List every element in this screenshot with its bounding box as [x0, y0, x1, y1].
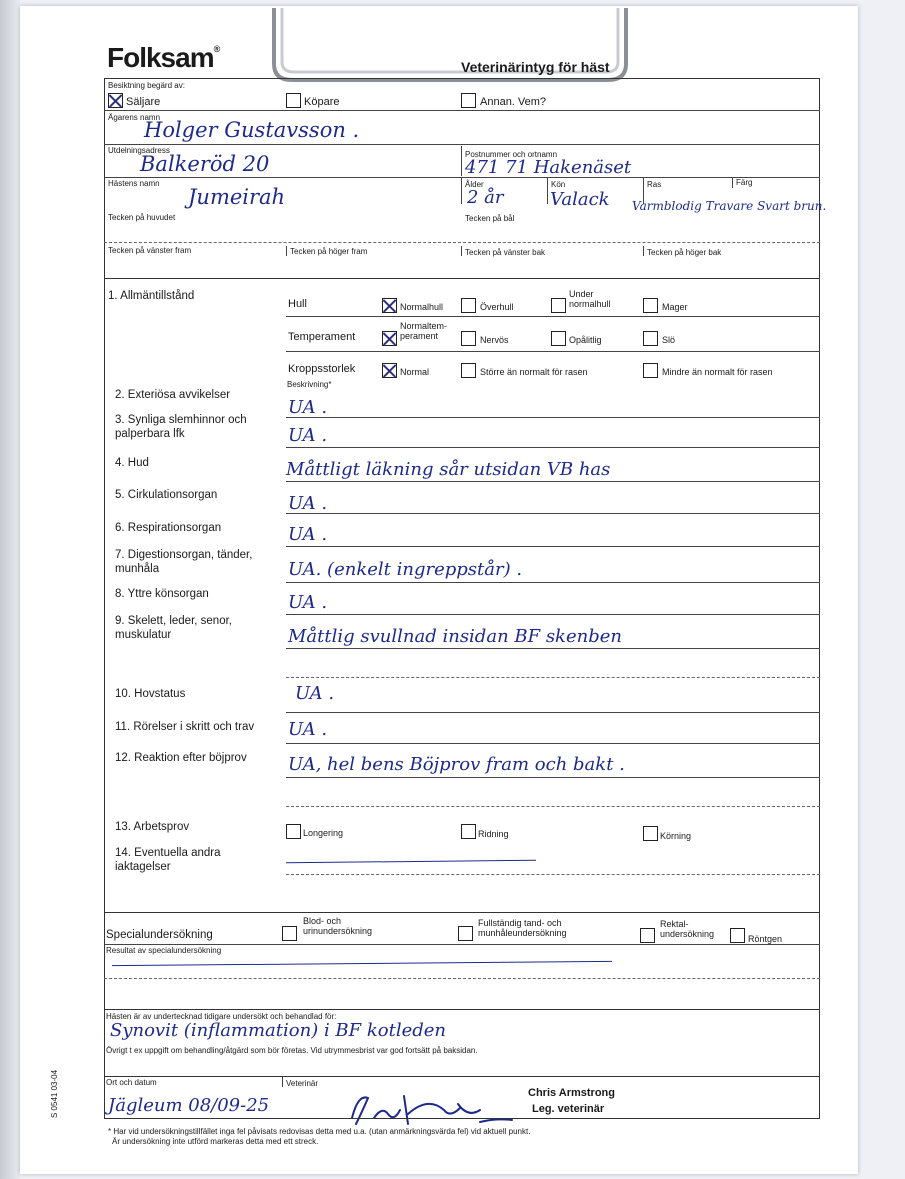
- section-skin-value: Måttligt läkning sår utsidan VB has: [286, 459, 611, 480]
- option-lunging: Longering: [303, 828, 344, 838]
- section-digestion-label: 7. Digestionsorgan, tänder, munhåla: [115, 549, 253, 575]
- option-xray: Röntgen: [748, 934, 783, 944]
- section-flexion-label: 12. Reaktion efter böjprov: [115, 752, 247, 764]
- left-front-marks-label: Tecken på vänster fram: [108, 246, 192, 255]
- option-unreliable: Opålitlig: [569, 335, 602, 345]
- checkbox-sluggish[interactable]: [643, 331, 658, 346]
- checkbox-unreliable[interactable]: [551, 331, 566, 346]
- option-riding: Ridning: [478, 829, 509, 839]
- section-respiration-value: UA .: [288, 524, 328, 545]
- followup-label: Övrigt t ex uppgift om behandling/åtgärd som bör företas. Vid utrymmesbrist var god fortsätt på baksidan.: [106, 1046, 478, 1055]
- checkbox-riding[interactable]: [461, 824, 476, 839]
- section-circulation-value: UA .: [288, 493, 328, 514]
- general-condition-label: 1. Allmäntillstånd: [108, 290, 195, 302]
- checkbox-seller[interactable]: [108, 93, 123, 108]
- breed-label: Ras: [647, 180, 662, 189]
- section-genitals-label: 8. Yttre könsorgan: [115, 588, 209, 600]
- body-size-label: Kroppsstorlek: [288, 363, 356, 375]
- section-circulation-label: 5. Cirkulationsorgan: [115, 489, 218, 501]
- option-mager: Mager: [662, 302, 688, 312]
- checkbox-xray[interactable]: [730, 928, 745, 943]
- checkbox-smaller-size[interactable]: [643, 363, 658, 378]
- section-skeleton-value: Måttlig svullnad insidan BF skenben: [288, 626, 622, 647]
- option-buyer: Köpare: [304, 96, 340, 108]
- owner-value: Holger Gustavsson .: [144, 118, 360, 142]
- horse-name-label: Hästens namn: [108, 179, 160, 188]
- age-label: Ålder: [465, 180, 484, 189]
- vet-name: Chris Armstrong: [528, 1087, 615, 1099]
- address-value: Balkeröd 20: [140, 152, 270, 176]
- postal-value: 471 71 Hakenäset: [465, 157, 632, 178]
- footnote-line-2: Är undersökning inte utförd markeras detta med ett streck.: [112, 1137, 319, 1146]
- color-label: Färg: [736, 178, 753, 187]
- option-larger-size: Större än normalt för rasen: [480, 367, 588, 377]
- checkbox-buyer[interactable]: [286, 93, 301, 108]
- place-date-value: Jägleum 08/09-25: [108, 1095, 270, 1116]
- owner-label: Ägarens namn: [108, 113, 161, 122]
- checkbox-undernormal[interactable]: [551, 298, 566, 313]
- section-movement-label: 11. Rörelser i skritt och trav: [115, 721, 255, 733]
- checkbox-normalhull[interactable]: [382, 298, 397, 313]
- place-date-label: Ort och datum: [106, 1078, 157, 1087]
- option-normaltemperament: Normaltem- perament: [400, 321, 448, 341]
- temperament-label: Temperament: [288, 331, 356, 343]
- address-label: Utdelningsadress: [108, 146, 170, 155]
- checkbox-other[interactable]: [461, 93, 476, 108]
- section-exterior-value: UA .: [288, 397, 328, 418]
- vet-title: Leg. veterinär: [532, 1103, 605, 1115]
- checkbox-rectal[interactable]: [640, 928, 655, 943]
- footnote-line-1: * Har vid undersökningstillfället inga fel påvisats redovisas detta med u.a. (utan anmärkningsvärda fel) vid aktuell punkt.: [108, 1127, 531, 1136]
- section-flexion-value: UA, hel bens Böjprov fram och bakt .: [288, 754, 625, 775]
- checkbox-normal-size[interactable]: [382, 363, 397, 378]
- option-dental: Fullständig tand- och munhåleundersökning: [478, 918, 567, 938]
- previous-treatment-label: Hästen är av undertecknad tidigare undersökt och behandlad för:: [106, 1012, 337, 1021]
- previous-treatment-value: Synovit (inflammation) i BF kotleden: [110, 1020, 447, 1041]
- breed-value: Varmblodig Travare Svart brun.: [632, 199, 827, 213]
- option-rectal: Rektal- undersökning: [660, 919, 715, 939]
- head-marks-label: Tecken på huvudet: [108, 213, 176, 222]
- option-other: Annan. Vem?: [480, 96, 547, 108]
- checkbox-lunging[interactable]: [286, 824, 301, 839]
- option-seller: Säljare: [126, 96, 161, 108]
- checkbox-overhull[interactable]: [461, 298, 476, 313]
- section-skeleton-label: 9. Skelett, leder, senor, muskulatur: [115, 615, 232, 641]
- option-driving: Körning: [660, 831, 692, 841]
- form-sheet: [20, 6, 858, 1174]
- section-exterior-label: 2. Exteriösa avvikelser: [115, 389, 231, 401]
- section-respiration-label: 6. Respirationsorgan: [115, 522, 222, 534]
- left-hind-marks-label: Tecken på vänster bak: [465, 248, 546, 257]
- checkbox-blood-urine[interactable]: [282, 926, 297, 941]
- body-condition-label: Hull: [288, 298, 307, 310]
- section-mucous-value: UA .: [288, 425, 328, 446]
- requested-by-label: Besiktning begärd av:: [108, 81, 185, 90]
- section-hoof-label: 10. Hovstatus: [115, 688, 186, 700]
- option-sluggish: Slö: [662, 335, 676, 345]
- section-hoof-value: UA .: [295, 683, 335, 704]
- form-code: S 0541 03-04: [50, 1069, 59, 1118]
- special-result-label: Resultat av specialundersökning: [106, 946, 222, 955]
- right-front-marks-label: Tecken på höger fram: [290, 247, 368, 256]
- background-edge: [0, 0, 20, 1179]
- option-nervous: Nervös: [480, 335, 509, 345]
- checkbox-nervous[interactable]: [461, 331, 476, 346]
- horse-name-value: Jumeirah: [188, 185, 286, 209]
- checkbox-mager[interactable]: [643, 298, 658, 313]
- vet-signature: [348, 1088, 518, 1128]
- age-value: 2 år: [467, 187, 504, 208]
- right-hind-marks-label: Tecken på höger bak: [647, 248, 722, 257]
- option-undernormal: Under normalhull: [569, 289, 611, 309]
- option-normalhull: Normalhull: [400, 302, 444, 312]
- folksam-logo: Folksam®: [107, 42, 220, 73]
- option-normal-size: Normal: [400, 367, 430, 377]
- checkbox-driving[interactable]: [643, 826, 658, 841]
- sex-value: Valack: [550, 189, 610, 210]
- section-skin-label: 4. Hud: [115, 457, 149, 469]
- vet-label: Veterinär: [286, 1079, 319, 1088]
- section-digestion-value: UA. (enkelt ingreppstår) .: [288, 559, 523, 580]
- checkbox-larger-size[interactable]: [461, 363, 476, 378]
- body-marks-label: Tecken på bål: [465, 214, 515, 223]
- option-overhull: Överhull: [480, 302, 514, 312]
- sex-label: Kön: [551, 180, 566, 189]
- special-exam-label: Specialundersökning: [106, 929, 213, 941]
- section-mucous-label: 3. Synliga slemhinnor och palperbara lfk: [115, 414, 247, 440]
- other-observations-label: 14. Eventuella andra iaktagelser: [115, 847, 221, 873]
- postal-label: Postnummer och ortnamn: [465, 150, 558, 159]
- option-smaller-size: Mindre än normalt för rasen: [662, 367, 773, 377]
- section-movement-value: UA .: [288, 719, 328, 740]
- checkbox-dental[interactable]: [458, 926, 473, 941]
- document-title: Veterinärintyg för häst: [461, 59, 610, 75]
- section-genitals-value: UA .: [288, 592, 328, 613]
- description-label: Beskrivning*: [287, 380, 332, 389]
- workout-label: 13. Arbetsprov: [115, 821, 190, 833]
- option-blood-urine: Blod- och urinundersökning: [303, 916, 373, 936]
- checkbox-normaltemperament[interactable]: [382, 331, 397, 346]
